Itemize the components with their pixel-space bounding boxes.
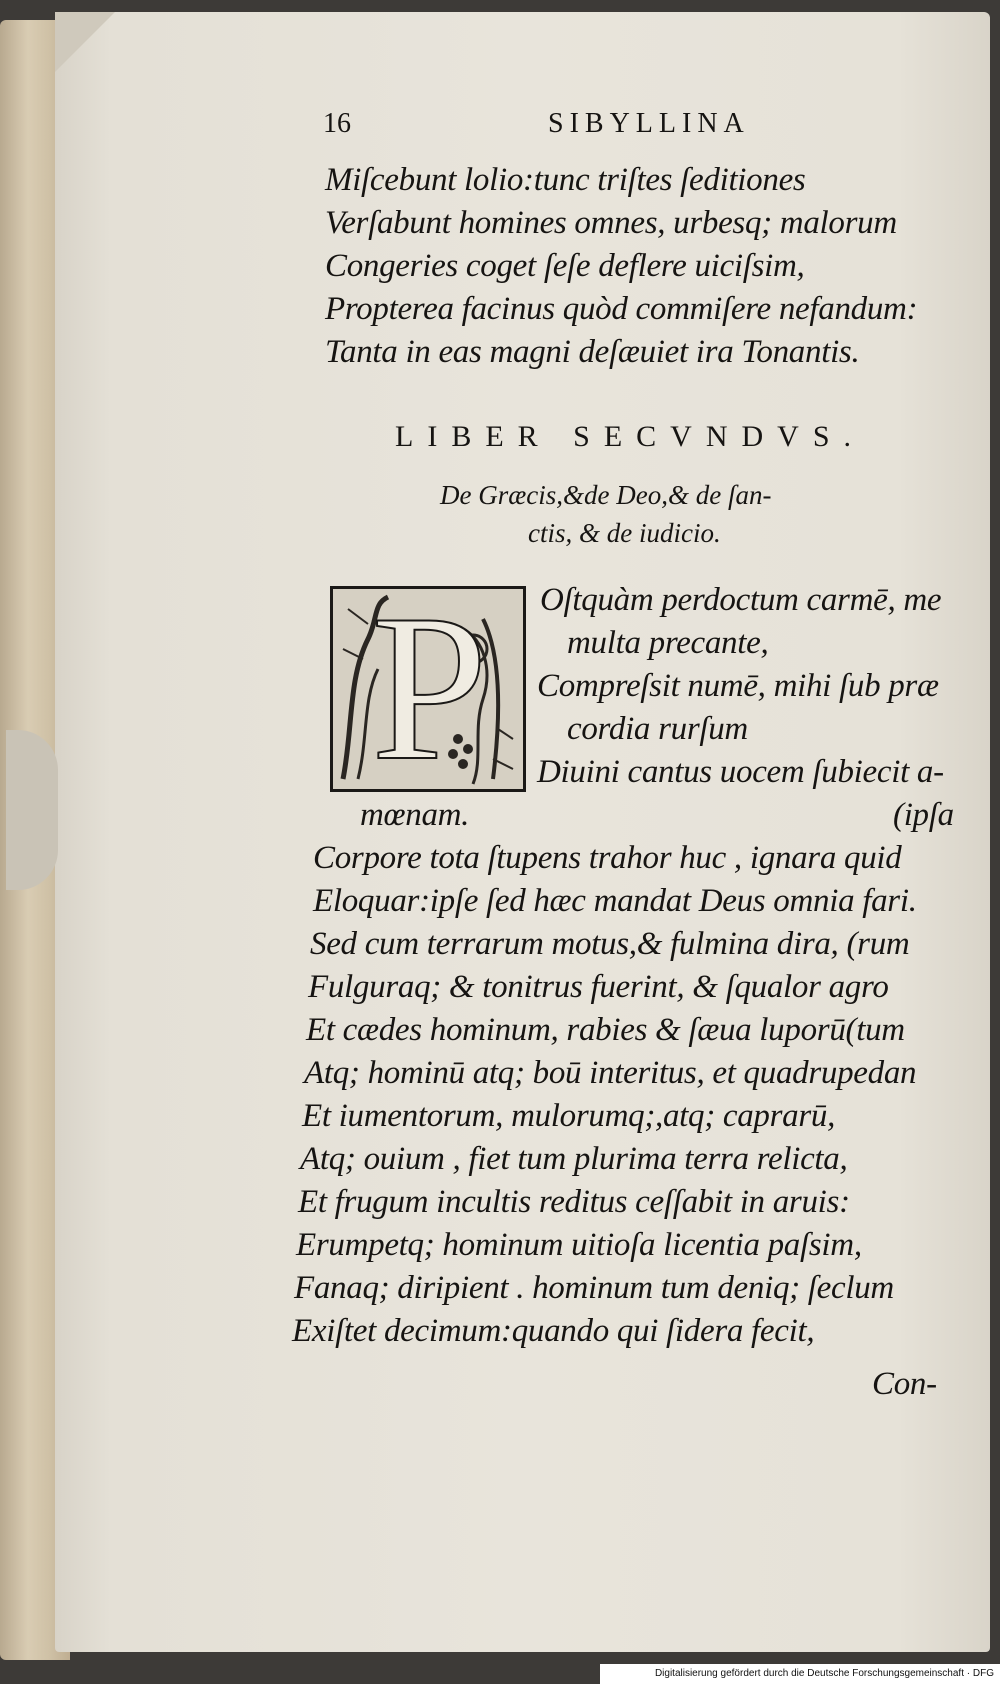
catchword: Con- [872, 1366, 937, 1402]
verse-line: (ipſa [893, 797, 954, 833]
page-number: 16 [323, 108, 351, 139]
verse-line: Corpore tota ſtupens trahor huc , ignara quid [313, 840, 902, 876]
running-head: SIBYLLINA [548, 108, 750, 139]
verse-line: Miſcebunt lolio:tunc triſtes ſeditiones [325, 162, 806, 198]
verse-line: Compreſsit numē, mihi ſub præ [537, 668, 939, 704]
verse-line: Tanta in eas magni deſæuiet ira Tonantis. [325, 334, 860, 370]
verse-line: Et frugum incultis reditus ceſſabit in aruis: [298, 1184, 850, 1220]
verse-line: Propterea facinus quòd commiſere nefandum: [325, 291, 918, 327]
verse-line: Fulguraq; & tonitrus fuerint, & ſqualor agro [308, 969, 889, 1005]
verse-line: Et iumentorum, mulorumq;,atq; caprarū, [302, 1098, 836, 1134]
subtitle-line: ctis, & de iudicio. [528, 518, 721, 548]
footer-credit: Digitalisierung gefördert durch die Deutsche Forschungsgemeinschaft · DFG [600, 1664, 1000, 1684]
decorated-initial [330, 586, 526, 792]
verse-line: Erumpetq; hominum uitioſa licentia paſsim, [296, 1227, 862, 1263]
verse-line: Diuini cantus uocem ſubiecit a- [537, 754, 944, 790]
verse-line: multa precante, [567, 625, 769, 661]
verse-line: cordia rurſum [567, 711, 748, 747]
verse-line: Exiſtet decimum:quando qui ſidera fecit, [292, 1313, 815, 1349]
verse-line: Sed cum terrarum motus,& fulmina dira, (rum [310, 926, 910, 962]
verse-line: mœnam. [360, 797, 470, 833]
verse-line: Eloquar:ipſe ſed hæc mandat Deus omnia fari. [313, 883, 917, 919]
book-title: LIBER SECVNDVS. [395, 420, 866, 453]
verse-line: Fanaq; diripient . hominum tum deniq; ſeclum [294, 1270, 894, 1306]
verse-line: Oſtquàm perdoctum carmē, me [540, 582, 942, 618]
verse-line: Congeries coget ſeſe deflere uiciſsim, [325, 248, 805, 284]
verse-line: Et cædes hominum, rabies & ſæua luporū(tum [306, 1012, 905, 1048]
verse-line: Atq; ouium , fiet tum plurima terra relicta, [300, 1141, 848, 1177]
subtitle-line: De Græcis,&de Deo,& de ſan- [440, 480, 772, 510]
initial-letter: P [371, 586, 488, 792]
verse-line: Atq; hominū atq; boū interitus, et quadrupedan [304, 1055, 917, 1091]
verse-line: Verſabunt homines omnes, urbesq; malorum [325, 205, 897, 241]
